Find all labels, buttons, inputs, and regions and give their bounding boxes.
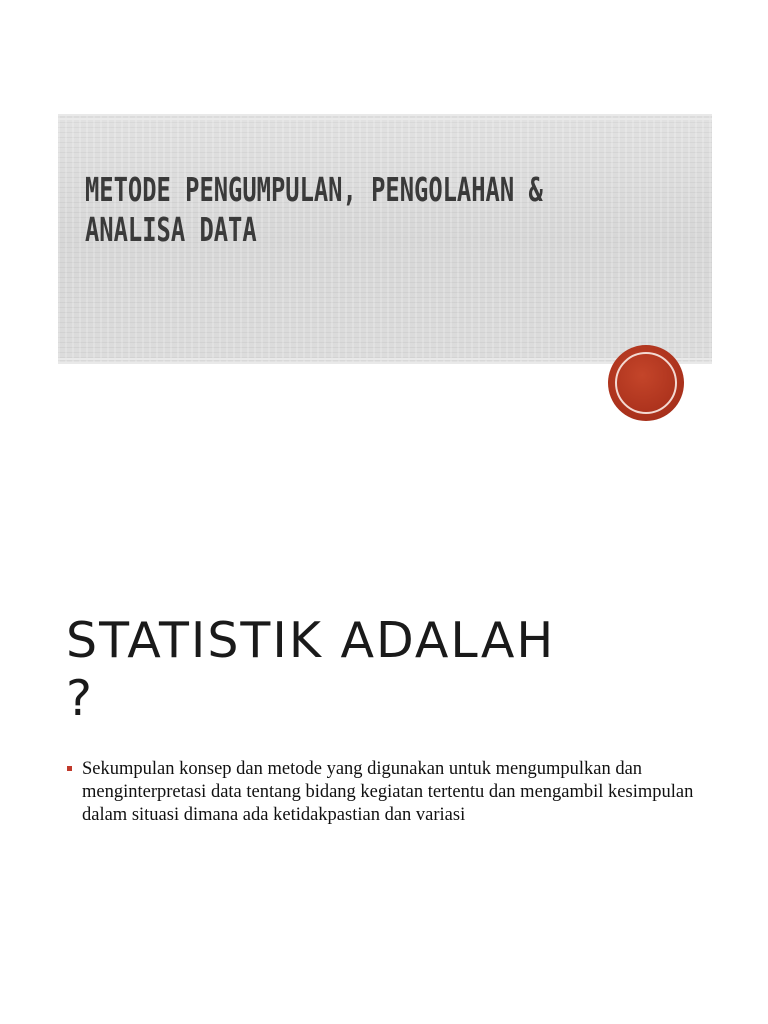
bullet-list <box>66 758 706 827</box>
bullet-square-icon <box>67 766 72 771</box>
bullet-item <box>66 758 706 827</box>
slide-heading: STATISTIK ADALAH ? <box>66 612 556 727</box>
title-slide <box>0 0 768 430</box>
slide-title: METODE PENGUMPULAN, PENGOLAHAN & ANALISA DATA <box>85 170 543 249</box>
content-slide <box>0 560 768 960</box>
title-band <box>58 114 712 364</box>
decorative-circle-icon <box>608 345 684 421</box>
bullet-text: Sekumpulan konsep dan metode yang digunakan untuk mengumpulkan dan menginterpretasi data tentang bidang kegiatan tertentu dan mengambil kesimpulan dalam situasi dimana ada ketidakpastian dan variasi <box>82 759 694 825</box>
